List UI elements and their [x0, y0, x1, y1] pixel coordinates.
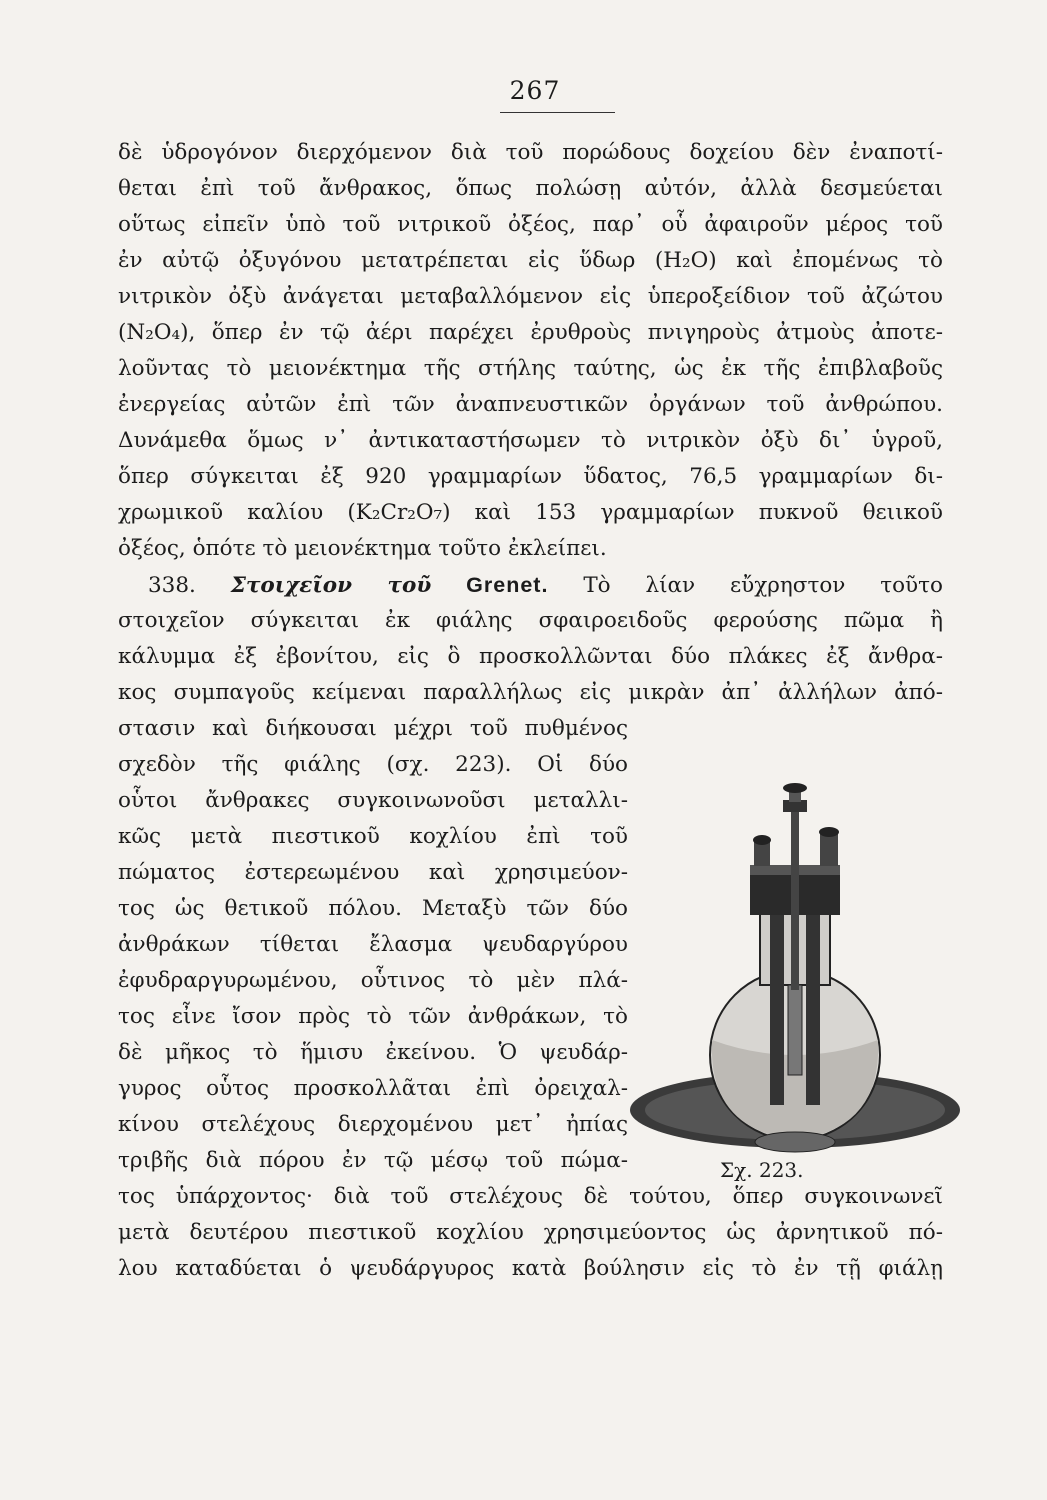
body-line: ὅπερ σύγκειται ἐξ 920 γραμμαρίων ὕδατος, 76,5 γραμμαρίων δι-: [118, 464, 943, 489]
body-line: ὀξέος, ὁπότε τὸ μειονέκτημα τοῦτο ἐκλείπει.: [118, 536, 607, 561]
page-number-rule: [500, 112, 615, 113]
final-line: μετὰ δευτέρου πιεστικοῦ κοχλίου χρησιμεύοντος ὡς ἀρνητικοῦ πό-: [118, 1220, 943, 1245]
page-number: 267: [509, 76, 561, 105]
body-line: οὕτως εἰπεῖν ὑπὸ τοῦ νιτρικοῦ ὀξέος, παρ᾽ οὗ ἀφαιροῦν μέρος τοῦ: [118, 212, 943, 237]
section-number: 338.: [148, 573, 196, 598]
body-line: δὲ ὑδρογόνον διερχόμενον διὰ τοῦ πορώδους δοχείου δὲν ἐναποτί-: [118, 140, 943, 165]
wrap-line: σχεδὸν τῆς φιάλης (σχ. 223). Οἱ δύο: [118, 752, 628, 777]
wrap-line: τος εἶνε ἴσον πρὸς τὸ τῶν ἀνθράκων, τὸ: [118, 1004, 628, 1029]
body-line: ἐνεργείας αὐτῶν ἐπὶ τῶν ἀναπνευστικῶν ὀργάνων τοῦ ἀνθρώπου.: [118, 392, 943, 417]
wrap-line: πώματος ἐστερεωμένου καὶ χρησιμεύον-: [118, 860, 628, 885]
wrap-line: τος ὡς θετικοῦ πόλου. Μεταξὺ τῶν δύο: [118, 896, 628, 921]
body-line: θεται ἐπὶ τοῦ ἄνθρακος, ὅπως πολώσῃ αὐτόν, ἀλλὰ δεσμεύεται: [118, 176, 943, 201]
wrap-line: κίνου στελέχους διερχομένου μετ᾽ ἠπίας: [118, 1112, 628, 1137]
wrap-line: στασιν καὶ διήκουσαι μέχρι τοῦ πυθμένος: [118, 716, 628, 741]
final-line: λου καταδύεται ὁ ψευδάργυρος κατὰ βούλησιν εἰς τὸ ἐν τῇ φιάλῃ: [118, 1256, 943, 1281]
grenet-cell-illustration: [630, 770, 960, 1200]
section-line: στοιχεῖον σύγκειται ἐκ φιάλης σφαιροειδοῦς φερούσης πῶμα ἢ: [118, 608, 943, 633]
wrap-line: δὲ μῆκος τὸ ἥμισυ ἐκείνου. Ὁ ψευδάρ-: [118, 1040, 628, 1065]
body-line: χρωμικοῦ καλίου (K₂Cr₂O₇) καὶ 153 γραμμαρίων πυκνοῦ θειικοῦ: [118, 500, 943, 525]
body-line: νιτρικὸν ὀξὺ ἀνάγεται μεταβαλλόμενον εἰς ὑπεροξείδιον τοῦ ἀζώτου: [118, 284, 943, 309]
wrap-line: οὗτοι ἄνθρακες συγκοινωνοῦσι μεταλλι-: [118, 788, 628, 813]
section-line: κάλυμμα ἐξ ἐβονίτου, εἰς ὃ προσκολλῶνται δύο πλάκες ἐξ ἄνθρα-: [118, 644, 943, 669]
wrap-line: γυρος οὗτος προσκολλᾶται ἐπὶ ὀρειχαλ-: [118, 1076, 628, 1101]
wrap-line: ἐφυδραργυρωμένου, οὗτινος τὸ μὲν πλά-: [118, 968, 628, 993]
wrap-line: ἀνθράκων τίθεται ἔλασμα ψευδαργύρου: [118, 932, 628, 957]
section-heading-line: [118, 567, 943, 603]
figure-caption: Σχ. 223.: [720, 1158, 804, 1182]
final-line: τος ὑπάρχοντος· διὰ τοῦ στελέχους δὲ τούτου, ὅπερ συγκοινωνεῖ: [118, 1184, 943, 1209]
section-line: κος συμπαγοῦς κείμεναι παραλλήλως εἰς μικρὰν ἀπ᾽ ἀλλήλων ἀπό-: [118, 680, 943, 705]
body-line: ἐν αὐτῷ ὀξυγόνου μετατρέπεται εἰς ὕδωρ (H₂O) καὶ ἐπομένως τὸ: [118, 248, 943, 273]
body-line: λοῦντας τὸ μειονέκτημα τῆς στήλης ταύτης, ὡς ἐκ τῆς ἐπιβλαβοῦς: [118, 356, 943, 381]
body-line: (N₂O₄), ὅπερ ἐν τῷ ἀέρι παρέχει ἐρυθροὺς πνιγηροὺς ἀτμοὺς ἀποτε-: [118, 320, 943, 345]
body-line: Δυνάμεθα ὅμως ν᾽ ἀντικαταστήσωμεν τὸ νιτρικὸν ὀξὺ δι᾽ ὑγροῦ,: [118, 428, 943, 453]
section-title: Στοιχεῖον τοῦ: [230, 573, 432, 598]
wrap-line: τριβῆς διὰ πόρου ἐν τῷ μέσῳ τοῦ πώμα-: [118, 1148, 628, 1173]
wrap-line: κῶς μετὰ πιεστικοῦ κοχλίου ἐπὶ τοῦ: [118, 824, 628, 849]
section-first-line: Τὸ λίαν εὔχρηστον τοῦτο: [583, 573, 943, 598]
section-name: Grenet.: [466, 573, 549, 597]
